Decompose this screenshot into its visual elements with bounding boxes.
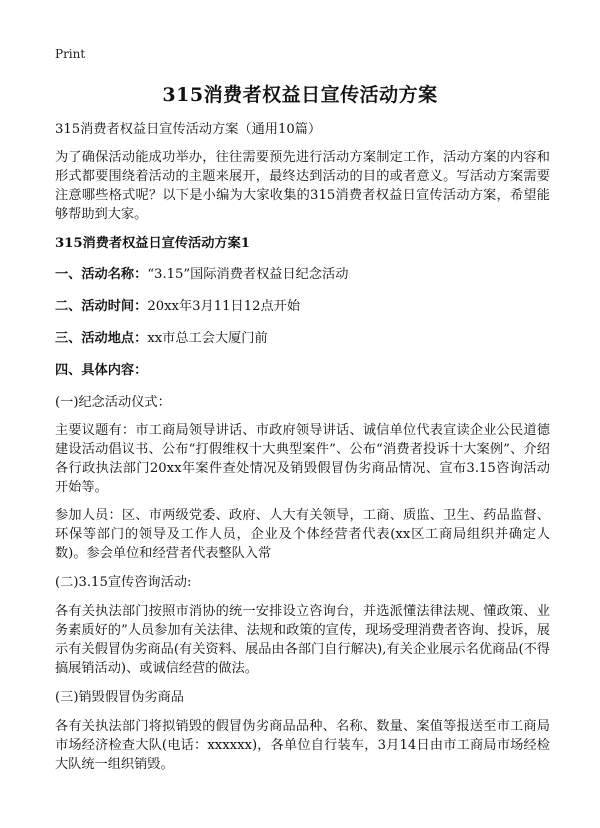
part2-title: (二)3.15宣传咨询活动: — [55, 575, 192, 590]
item-value: 20xx年3月11日12点开始 — [147, 299, 301, 314]
item-label: 一、活动名称： — [55, 267, 148, 282]
item-content-heading: 四、具体内容： — [55, 363, 148, 378]
print-link[interactable]: Print — [55, 47, 86, 61]
part1-participants: 参加人员：区、市两级党委、政府、人大有关领导，工商、质监、卫生、药品监督、环保等部门的领导及工作人员，企业及个体经营者代表(xx区工商局组织并确定人数)。参会单位和经营者代表整队入常 — [55, 508, 550, 561]
item-activity-name — [55, 265, 550, 284]
item-value: “3.15”国际消费者权益日纪念活动 — [147, 267, 349, 282]
item-label: 二、活动时间： — [55, 299, 148, 314]
intro-paragraph: 为了确保活动能成功举办，往往需要预先进行活动方案制定工作，活动方案的内容和形式都要围绕着活动的主题来展开，最终达到活动的目的或者意义。写活动方案需要注意哪些格式呢？以下是小编为大家收集的315消费者权益日宣传活动方案，希望能够帮助到大家。 — [55, 150, 550, 222]
item-activity-place — [55, 329, 550, 348]
item-label: 三、活动地点： — [55, 331, 148, 346]
doc-subtitle: 315消费者权益日宣传活动方案（通用10篇） — [55, 122, 322, 137]
item-value: xx市总工会大厦门前 — [147, 331, 268, 346]
page-title: 315消费者权益日宣传活动方案 — [162, 84, 438, 106]
part3-title: (三)销毁假冒伪劣商品 — [55, 690, 184, 705]
part2-body: 各有关执法部门按照市消协的统一安排设立咨询台，并选派懂法律法规、懂政策、业务素质好的”人员参加有关法律、法规和政策的宣传，现场受理消费者咨询、投诉，展示有关假冒伪劣商品(有关资料、展品由各部门自行解决),有关企业展示名优商品(不得搞展销活动)、或诚信经营的做法。 — [55, 604, 550, 676]
part1-title: (一)纪念活动仪式： — [55, 395, 171, 410]
section-heading: 315消费者权益日宣传活动方案1 — [55, 236, 250, 251]
item-activity-time — [55, 297, 550, 316]
part3-body: 各有关执法部门将拟销毁的假冒伪劣商品品种、名称、数量、案值等报送至市工商局市场经济检查大队(电话：xxxxxx)，各单位自行装车，3月14日由市工商局市场经检大队统一组织销毁。 — [55, 719, 550, 772]
part1-body: 主要议题有：市工商局领导讲话、市政府领导讲话、诚信单位代表宣读企业公民道德建设活动倡议书、公布“打假维权十大典型案件”、公布“消费者投诉十大案例”、介绍各行政执法部门20xx年案件查处情况及销毁假冒伪劣商品情况、宣布3.15咨询活动开始等。 — [55, 423, 550, 495]
